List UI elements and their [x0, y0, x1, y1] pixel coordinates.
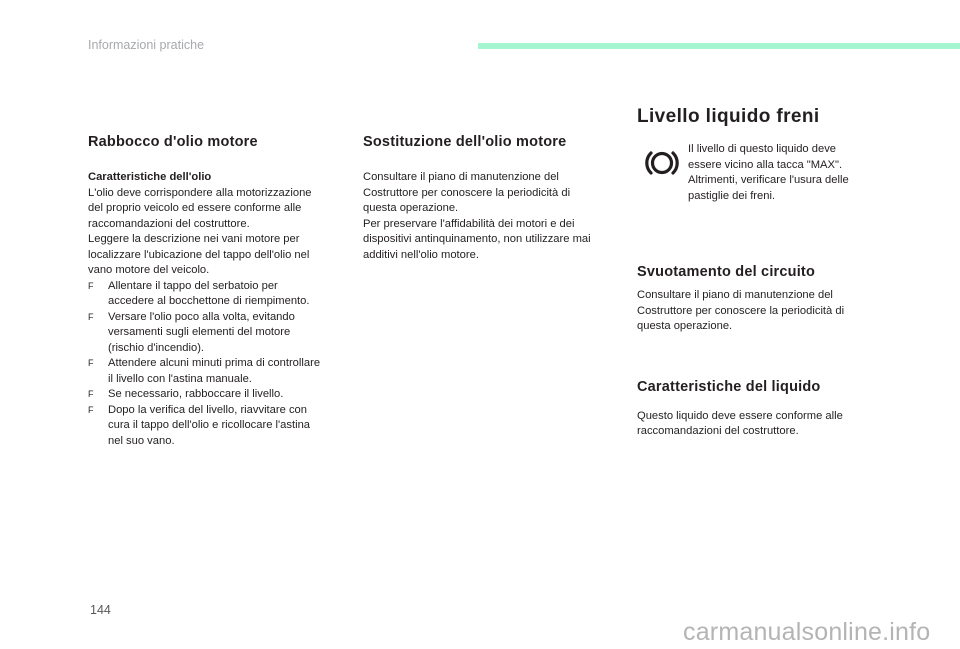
text-line: pastiglie dei freni.	[688, 189, 776, 202]
oil-change-column	[363, 134, 625, 263]
text-line: Altrimenti, verificare l'usura delle	[688, 174, 849, 186]
text-line: raccomandazioni del costruttore.	[88, 217, 250, 230]
step-line: Attendere alcuni minuti prima di controllare	[108, 357, 321, 369]
text-line: Costruttore per conoscere la periodicità di	[637, 304, 845, 317]
text-line: localizzare l'ubicazione del tappo dell'olio nel	[88, 248, 310, 261]
text-line: Leggere la descrizione nei vani motore per	[88, 233, 300, 245]
text-line: Questo liquido deve essere conforme alle	[637, 409, 843, 422]
oil-change-title: Sostituzione dell'olio motore	[363, 134, 567, 150]
step-item	[88, 387, 350, 403]
text-line: del proprio veicolo ed essere conforme alle	[88, 202, 302, 214]
bullet-icon: F	[88, 404, 94, 415]
step-line: Se necessario, rabboccare il livello.	[108, 388, 284, 400]
step-line: accedere al bocchettone di riempimento.	[108, 295, 310, 307]
text-line: Consultare il piano di manutenzione del	[637, 289, 833, 301]
section-label: Informazioni pratiche	[88, 38, 205, 52]
text-line: Costruttore per conoscere la periodicità di	[363, 186, 571, 199]
step-item	[88, 310, 350, 357]
section-color-bar	[478, 43, 960, 49]
bullet-icon: F	[88, 280, 94, 291]
brake-fluid-column	[637, 106, 877, 440]
brake-fluid-intro	[637, 142, 877, 234]
text-line: L'olio deve corrispondere alla motorizzazione	[88, 186, 312, 199]
text-line: questa operazione.	[637, 320, 733, 332]
bullet-icon: F	[88, 389, 94, 399]
step-line: Versare l'olio poco alla volta, evitando	[108, 310, 295, 323]
text-line: essere vicino alla tacca "MAX".	[688, 158, 843, 171]
step-item	[88, 403, 350, 450]
oil-change-paragraph	[363, 170, 625, 263]
text-line: additivi nell'olio motore.	[363, 248, 479, 261]
text-line: Consultare il piano di manutenzione del	[363, 171, 559, 183]
text-line: Il livello di questo liquido deve	[688, 143, 837, 155]
oil-topup-title: Rabbocco d'olio motore	[88, 134, 258, 150]
oil-specs-subhead: Caratteristiche dell'olio	[88, 171, 212, 183]
step-item	[88, 279, 350, 310]
step-line: (rischio d'incendio).	[108, 341, 205, 354]
text-line: questa operazione.	[363, 202, 459, 214]
text-line: raccomandazioni del costruttore.	[637, 425, 799, 437]
oil-topup-column	[88, 134, 350, 449]
circuit-drain-title: Svuotamento del circuito	[637, 264, 816, 280]
step-line: cura il tappo dell'olio e ricollocare l'astina	[108, 419, 311, 431]
brake-fluid-title: Livello liquido freni	[637, 106, 820, 127]
text-line: Per preservare l'affidabilità dei motori e dei	[363, 217, 575, 230]
oil-specs-paragraph	[88, 186, 350, 279]
fluid-specs-title: Caratteristiche del liquido	[637, 378, 821, 395]
step-item	[88, 356, 350, 387]
text-line: vano motore del veicolo.	[88, 264, 210, 276]
brake-fluid-intro-text	[688, 142, 878, 204]
bullet-icon: F	[88, 358, 94, 368]
page-number: 144	[90, 603, 111, 617]
step-line: il livello con l'astina manuale.	[108, 372, 252, 385]
brake-warning-icon	[644, 149, 680, 177]
circuit-drain-text	[637, 288, 877, 335]
step-line: versamenti sugli elementi del motore	[108, 326, 291, 338]
step-line: nel suo vano.	[108, 434, 175, 447]
step-line: Allentare il tappo del serbatoio per	[108, 279, 278, 292]
oil-topup-steps	[88, 279, 350, 450]
watermark: carmanualsonline.info	[683, 618, 931, 646]
text-line: dispositivi antinquinamento, non utilizzare mai	[363, 233, 591, 245]
fluid-specs-text	[637, 409, 877, 440]
bullet-icon: F	[88, 311, 94, 322]
step-line: Dopo la verifica del livello, riavvitare con	[108, 403, 307, 416]
